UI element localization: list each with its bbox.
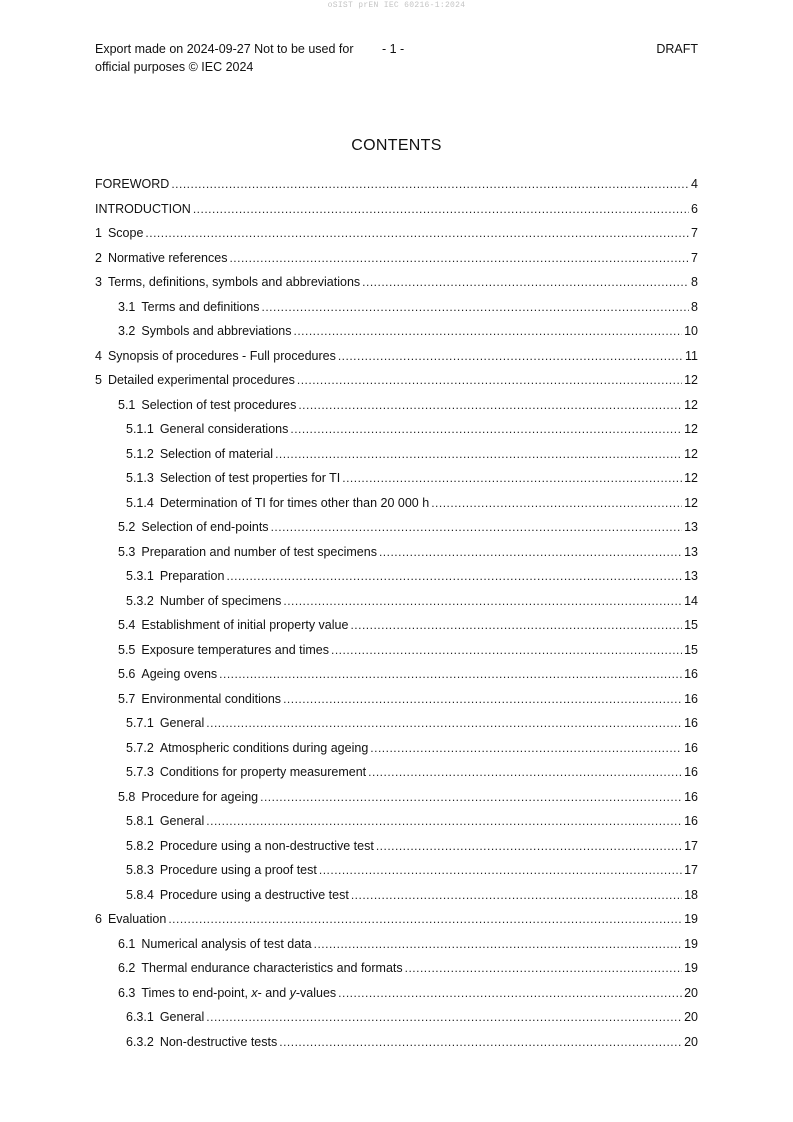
toc-entry-page[interactable]: 19 [684, 912, 698, 927]
toc-dot-leader [206, 716, 682, 730]
toc-entry[interactable] [95, 540, 698, 565]
table-of-contents [95, 172, 698, 1054]
toc-entry-page[interactable]: 16 [684, 765, 698, 780]
toc-entry-title[interactable]: Selection of material [159, 446, 274, 461]
toc-entry[interactable] [95, 172, 698, 197]
toc-dot-leader [260, 790, 682, 804]
toc-dot-leader [171, 177, 689, 191]
toc-entry[interactable] [95, 319, 698, 344]
toc-entry-title[interactable]: Selection of test properties for TI [159, 471, 341, 486]
toc-entry-page[interactable]: 12 [684, 373, 698, 388]
toc-entry-page[interactable]: 19 [684, 961, 698, 976]
toc-entry-page[interactable]: 18 [684, 887, 698, 902]
toc-entry-title[interactable]: Establishment of initial property value [141, 618, 349, 633]
toc-entry[interactable] [95, 246, 698, 271]
toc-entry-number: 5.5 [118, 642, 136, 657]
toc-entry-number: 5.8.2 [126, 838, 154, 853]
toc-dot-leader [331, 643, 682, 657]
toc-entry-number: 4 [95, 348, 102, 363]
toc-entry-title[interactable]: General [159, 814, 205, 829]
toc-entry-number: 5.8.4 [126, 887, 154, 902]
toc-entry-number: 5.1.3 [126, 471, 154, 486]
toc-entry-title[interactable]: Number of specimens [159, 593, 282, 608]
toc-entry[interactable] [95, 417, 698, 442]
toc-entry-number: 5.1.4 [126, 495, 154, 510]
toc-entry-page[interactable]: 16 [684, 740, 698, 755]
toc-entry[interactable] [95, 858, 698, 883]
toc-entry-number: 6.3.2 [126, 1034, 154, 1049]
toc-entry-page[interactable]: 13 [684, 520, 698, 535]
toc-entry-page[interactable]: 14 [684, 593, 698, 608]
toc-entry[interactable] [95, 515, 698, 540]
toc-dot-leader [229, 251, 689, 265]
toc-entry-title[interactable]: Procedure for ageing [141, 789, 259, 804]
toc-dot-leader [283, 692, 682, 706]
toc-entry-page[interactable]: 16 [684, 691, 698, 706]
toc-entry-number: 6.3 [118, 985, 136, 1000]
toc-entry-number: 6.1 [118, 936, 136, 951]
toc-dot-leader [283, 594, 682, 608]
toc-entry[interactable] [95, 834, 698, 859]
toc-entry[interactable] [95, 613, 698, 638]
toc-entry-page[interactable]: 20 [684, 1034, 698, 1049]
toc-dot-leader [338, 986, 682, 1000]
toc-entry-title[interactable]: Atmospheric conditions during ageing [159, 740, 369, 755]
toc-entry-title[interactable]: Preparation [159, 569, 225, 584]
toc-entry-page[interactable]: 16 [684, 667, 698, 682]
toc-entry-page[interactable]: 11 [685, 348, 698, 363]
toc-dot-leader [193, 202, 689, 216]
toc-dot-leader [368, 765, 682, 779]
toc-entry-title[interactable]: Conditions for property measurement [159, 765, 367, 780]
toc-entry-page[interactable]: 15 [684, 642, 698, 657]
toc-dot-leader [370, 741, 682, 755]
toc-entry-number: 5.1 [118, 397, 136, 412]
toc-entry-page[interactable]: 12 [684, 471, 698, 486]
toc-entry-page[interactable]: 16 [684, 789, 698, 804]
toc-dot-leader [351, 888, 682, 902]
toc-entry-title[interactable]: Exposure temperatures and times [141, 642, 329, 657]
toc-entry-page[interactable]: 8 [691, 275, 698, 290]
toc-entry[interactable] [95, 760, 698, 785]
toc-dot-leader [145, 226, 689, 240]
toc-entry-title[interactable]: Numerical analysis of test data [141, 936, 312, 951]
toc-entry-page[interactable]: 12 [684, 397, 698, 412]
toc-entry-page[interactable]: 12 [684, 422, 698, 437]
toc-dot-leader [314, 937, 682, 951]
toc-entry[interactable] [95, 1005, 698, 1030]
toc-entry-page[interactable]: 12 [684, 495, 698, 510]
toc-dot-leader [279, 1035, 682, 1049]
toc-entry-title[interactable]: General [159, 1010, 205, 1025]
contents-title: CONTENTS [351, 137, 442, 154]
toc-entry-title[interactable]: General considerations [159, 422, 289, 437]
toc-entry[interactable] [95, 564, 698, 589]
toc-entry-page[interactable]: 8 [691, 299, 698, 314]
toc-entry-number: 2 [95, 250, 102, 265]
toc-dot-leader [298, 398, 682, 412]
toc-entry[interactable] [95, 956, 698, 981]
toc-entry-title[interactable]: Detailed experimental procedures [107, 373, 295, 388]
toc-dot-leader [290, 422, 682, 436]
toc-entry-page[interactable]: 20 [684, 1010, 698, 1025]
toc-entry-title[interactable]: Terms, definitions, symbols and abbreviations [107, 275, 361, 290]
toc-entry[interactable] [95, 662, 698, 687]
toc-dot-leader [262, 300, 690, 314]
toc-entry-title[interactable]: FOREWORD [95, 177, 170, 192]
toc-entry-number: 3 [95, 275, 102, 290]
toc-entry[interactable] [95, 981, 698, 1006]
toc-entry-title[interactable]: Selection of end-points [141, 520, 269, 535]
toc-entry-number: 5.6 [118, 667, 136, 682]
toc-entry-page[interactable]: 19 [684, 936, 698, 951]
toc-entry[interactable] [95, 883, 698, 908]
toc-entry-number: 5 [95, 373, 102, 388]
toc-dot-leader [206, 814, 682, 828]
toc-entry[interactable] [95, 466, 698, 491]
toc-entry-page[interactable]: 13 [684, 569, 698, 584]
toc-entry-number: 3.2 [118, 324, 136, 339]
toc-entry-title[interactable]: Preparation and number of test specimens [141, 544, 377, 559]
toc-dot-leader [206, 1010, 682, 1024]
toc-entry-title[interactable]: Environmental conditions [141, 691, 282, 706]
toc-entry-title[interactable]: Selection of test procedures [141, 397, 297, 412]
toc-dot-leader [431, 496, 682, 510]
toc-entry-number: 3.1 [118, 299, 136, 314]
toc-entry-title[interactable]: Normative references [107, 250, 228, 265]
toc-entry-number: 6 [95, 912, 102, 927]
toc-entry-title[interactable]: Determination of TI for times other than 20 000 h [159, 495, 430, 510]
toc-entry-number: 5.8.1 [126, 814, 154, 829]
toc-entry-title[interactable]: Procedure using a proof test [159, 863, 317, 878]
toc-entry-number: 5.1.1 [126, 422, 154, 437]
toc-entry-title[interactable]: Scope [107, 226, 144, 241]
toc-entry-title[interactable]: Evaluation [107, 912, 167, 927]
toc-entry-number: 6.3.1 [126, 1010, 154, 1025]
toc-entry-number: 5.1.2 [126, 446, 154, 461]
toc-entry-page[interactable]: 4 [691, 177, 698, 192]
toc-entry[interactable] [95, 197, 698, 222]
toc-entry-title[interactable]: Synopsis of procedures - Full procedures [107, 348, 336, 363]
toc-entry-number: 5.3.2 [126, 593, 154, 608]
toc-entry[interactable] [95, 687, 698, 712]
toc-entry-number: 6.2 [118, 961, 136, 976]
toc-dot-leader [219, 667, 682, 681]
toc-entry-page[interactable]: 15 [684, 618, 698, 633]
toc-entry-number: 5.7.1 [126, 716, 154, 731]
toc-entry-page[interactable]: 7 [691, 226, 698, 241]
toc-entry[interactable] [95, 785, 698, 810]
toc-entry-number: 1 [95, 226, 102, 241]
toc-entry-page[interactable]: 10 [684, 324, 698, 339]
toc-entry-title[interactable]: Non-destructive tests [159, 1034, 278, 1049]
document-watermark: oSIST prEN IEC 60216-1:2024 [327, 1, 466, 10]
toc-entry-title[interactable]: General [159, 716, 205, 731]
toc-entry-page[interactable]: 17 [684, 838, 698, 853]
toc-entry[interactable] [95, 270, 698, 295]
toc-entry-title[interactable]: Procedure using a destructive test [159, 887, 349, 902]
toc-dot-leader [338, 349, 683, 363]
toc-entry[interactable] [95, 809, 698, 834]
toc-entry-title[interactable]: Thermal endurance characteristics and formats [141, 961, 403, 976]
toc-entry-page[interactable]: 13 [684, 544, 698, 559]
toc-entry[interactable] [95, 932, 698, 957]
toc-entry-page[interactable]: 7 [691, 250, 698, 265]
toc-entry-page[interactable]: 17 [684, 863, 698, 878]
toc-entry[interactable] [95, 736, 698, 761]
toc-entry-number: 5.7.2 [126, 740, 154, 755]
toc-dot-leader [379, 545, 682, 559]
toc-entry-number: 5.4 [118, 618, 136, 633]
header-page-number: - 1 - [382, 42, 405, 56]
toc-entry[interactable] [95, 221, 698, 246]
toc-entry-title[interactable]: Ageing ovens [141, 667, 218, 682]
toc-entry-number: 5.3.1 [126, 569, 154, 584]
toc-dot-leader [362, 275, 689, 289]
toc-entry-page[interactable]: 6 [691, 201, 698, 216]
toc-dot-leader [275, 447, 682, 461]
toc-entry-title[interactable]: Times to end-point, x- and y-values [141, 985, 337, 1000]
toc-entry[interactable] [95, 589, 698, 614]
toc-entry-page[interactable]: 16 [684, 716, 698, 731]
toc-entry-title[interactable]: Terms and definitions [141, 299, 260, 314]
toc-entry-title[interactable]: INTRODUCTION [95, 201, 191, 216]
toc-entry-page[interactable]: 16 [684, 814, 698, 829]
toc-dot-leader [293, 324, 682, 338]
toc-entry[interactable] [95, 295, 698, 320]
toc-dot-leader [297, 373, 682, 387]
toc-entry[interactable] [95, 368, 698, 393]
toc-entry-number: 5.7.3 [126, 765, 154, 780]
toc-entry[interactable] [95, 344, 698, 369]
toc-entry-number: 5.3 [118, 544, 136, 559]
toc-entry[interactable] [95, 442, 698, 467]
header-draft-label: DRAFT [656, 42, 698, 56]
toc-entry-page[interactable]: 20 [684, 985, 698, 1000]
toc-entry-title[interactable]: Symbols and abbreviations [141, 324, 292, 339]
toc-dot-leader [226, 569, 682, 583]
toc-entry[interactable] [95, 907, 698, 932]
toc-dot-leader [319, 863, 682, 877]
toc-entry-page[interactable]: 12 [684, 446, 698, 461]
toc-dot-leader [405, 961, 682, 975]
toc-dot-leader [168, 912, 682, 926]
toc-entry[interactable] [95, 638, 698, 663]
toc-dot-leader [350, 618, 682, 632]
toc-entry-number: 5.8 [118, 789, 136, 804]
toc-entry-title[interactable]: Procedure using a non-destructive test [159, 838, 374, 853]
toc-entry-number: 5.7 [118, 691, 136, 706]
toc-dot-leader [376, 839, 682, 853]
toc-entry-number: 5.2 [118, 520, 136, 535]
toc-entry[interactable] [95, 393, 698, 418]
toc-dot-leader [271, 520, 683, 534]
toc-entry-number: 5.8.3 [126, 863, 154, 878]
toc-entry[interactable] [95, 491, 698, 516]
toc-entry[interactable] [95, 1030, 698, 1055]
header-export-notice: Export made on 2024-09-27 Not to be used for official purposes © IEC 2024 [95, 42, 354, 74]
toc-dot-leader [342, 471, 682, 485]
toc-entry[interactable] [95, 711, 698, 736]
